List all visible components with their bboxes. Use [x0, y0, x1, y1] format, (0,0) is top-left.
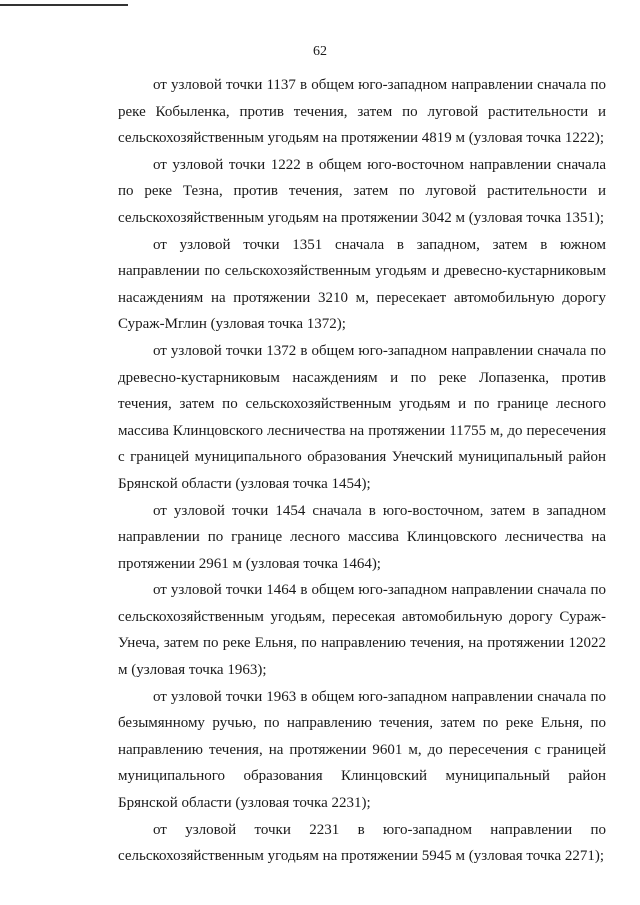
paragraph-4: от узловой точки 1372 в общем юго-западном направлении сначала по древесно-кустарниковым насаждениям и по реке Лопазенка, против течения, затем по сельскохозяйственным угодьям и по границе лесного массива Клинцовского лесничества на протяжении 11755 м, до пересечения с границей муниципального образования Унечский муниципальный район Брянской области (узловая точка 1454);: [118, 342, 606, 492]
paragraph-7: от узловой точки 1963 в общем юго-западном направлении сначала по безымянному ручью, по направлению течения, затем по реке Ельня, по направлению течения, на протяжении 9601 м, до пересечения с границей муниципального образования Клинцовский муниципальный район Брянской области (узловая точка 2231);: [118, 688, 606, 812]
scan-edge-line: [0, 4, 128, 6]
paragraph-8: от узловой точки 2231 в юго-западном направлении по сельскохозяйственным угодьям на протяжении 5945 м (узловая точка 2271);: [118, 821, 606, 865]
paragraph-1: от узловой точки 1137 в общем юго-западном направлении сначала по реке Кобыленка, против течения, затем по луговой растительности и сельскохозяйственным угодьям на протяжении 4819 м (узловая точка 1222);: [118, 77, 606, 147]
paragraph-3: от узловой точки 1351 сначала в западном, затем в южном направлении по сельскохозяйственным угодьям и древесно-кустарниковым насаждениям на протяжении 3210 м, пересекает автомобильную дорогу Сураж-Мглин (узловая точка 1372);: [118, 236, 606, 333]
paragraph-2: от узловой точки 1222 в общем юго-восточном направлении сначала по реке Тезна, против течения, затем по луговой растительности и сельскохозяйственным угодьям на протяжении 3042 м (узловая точка 1351);: [118, 156, 606, 226]
document-body: [118, 72, 606, 870]
paragraph-5: от узловой точки 1454 сначала в юго-восточном, затем в западном направлении по границе лесного массива Клинцовского лесничества на протяжении 2961 м (узловая точка 1464);: [118, 502, 606, 572]
page-number: 62: [313, 44, 327, 59]
paragraph-6: от узловой точки 1464 в общем юго-западном направлении сначала по сельскохозяйственным угодьям, пересекая автомобильную дорогу Сураж-Унеча, затем по реке Ельня, по направлению течения, на протяжении 12022 м (узловая точка 1963);: [118, 582, 606, 679]
